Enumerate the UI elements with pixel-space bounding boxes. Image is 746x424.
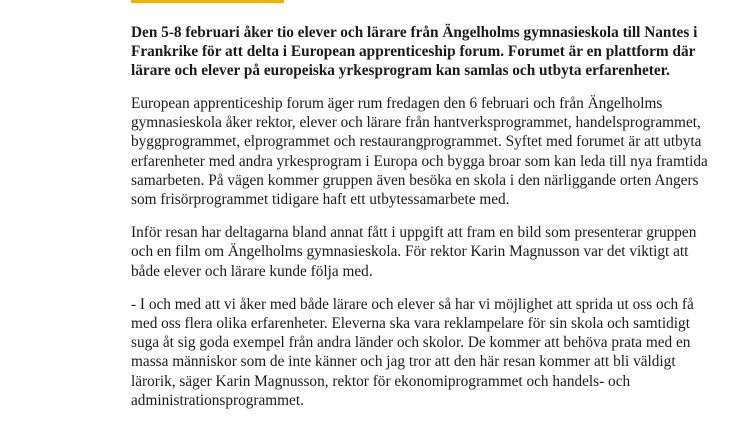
accent-rule xyxy=(131,0,284,3)
article-lead: Den 5-8 februari åker tio elever och lärare från Ängelholms gymnasieskola till Nantes i Frankrike för att delta i European apprenticeship forum. Forumet är en plattform där lärare och elever på europeiska yrkesprogram kan samlas och utbyta erfarenheter. xyxy=(131,24,698,79)
article-paragraph-3: - I och med att vi åker med både lärare och elever så har vi möjlighet att sprida ut oss och få med oss flera olika erfarenheter. Eleverna ska vara reklampelare för sin skola och samtidigt suga åt sig goda exempel från andra länder och skolor. De kommer att behöva prata med en massa människor som de inte känner och jag tror att den här resan kommer att bli väldigt lärorik, säger Karin Magnusson, rektor för ekonomiprogrammet och handels- och administrationsprogrammet. xyxy=(131,295,694,409)
article-body xyxy=(131,23,711,424)
article-paragraph-2: Inför resan har deltagarna bland annat fått i uppgift att fram en bild som presenterar gruppen och en film om Ängelholms gymnasieskola. För rektor Karin Magnusson var det viktigt att både elever och lärare kunde följa med. xyxy=(131,224,697,280)
article-paragraph-1: European apprenticeship forum äger rum fredagen den 6 februari och från Ängelholms gymnasieskola åker rektor, elever och lärare från hantverksprogrammet, handelsprogrammet, byggprogrammet, elprogrammet och restaurangprogrammet. Syftet med forumet är att utbyta erfarenheter med andra yrkesprogram i Europa och bygga broar som kan leda till nya framtida samarbeten. På vägen kommer gruppen även besöka en skola i den närliggande orten Angers som frisörprogrammet tidigare haft ett utbytessamarbete med. xyxy=(131,95,708,209)
